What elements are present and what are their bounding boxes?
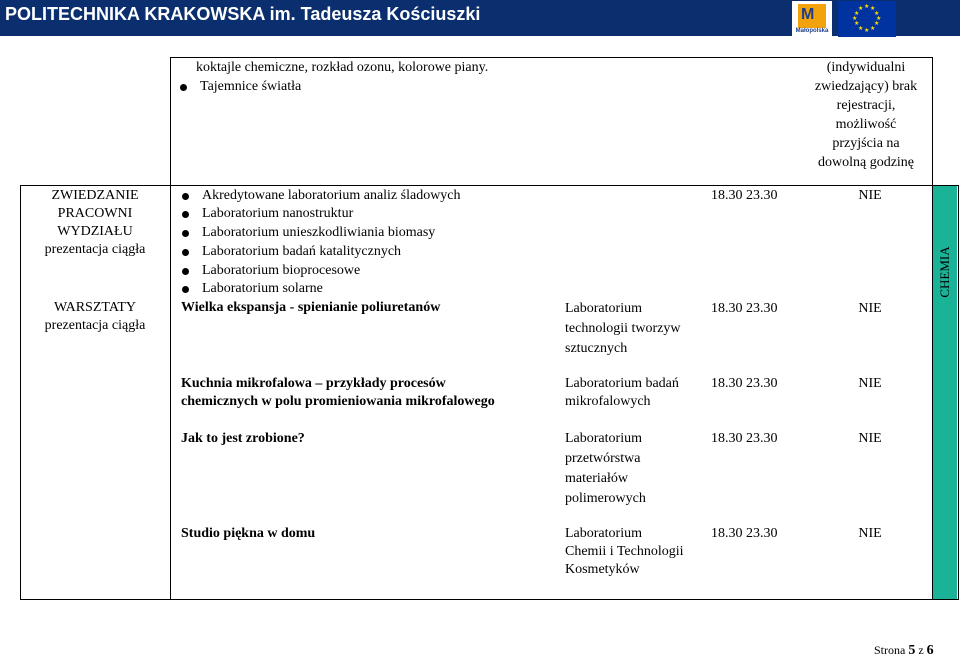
chemia-side-label: CHEMIA bbox=[937, 246, 952, 298]
list-item: Laboratorium nanostruktur bbox=[202, 205, 353, 223]
col-border bbox=[958, 185, 959, 600]
table-border-bottom bbox=[20, 599, 958, 600]
col-border bbox=[170, 57, 171, 600]
university-title: POLITECHNIKA KRAKOWSKA im. Tadeusza Kościuszki bbox=[5, 4, 481, 24]
hours: 18.30 23.30 bbox=[711, 376, 778, 391]
workshop-title: Studio piękna w domu bbox=[181, 526, 316, 541]
hours: 18.30 23.30 bbox=[711, 188, 778, 203]
page-number: Strona 5 z 6 bbox=[874, 643, 934, 658]
registration: NIE bbox=[858, 188, 882, 203]
list-item: Akredytowane laboratorium analiz śladowych bbox=[202, 187, 461, 205]
hours: 18.30 23.30 bbox=[711, 526, 778, 541]
registration: NIE bbox=[858, 301, 882, 316]
registration: NIE bbox=[858, 376, 882, 391]
list-item: Laboratorium bioprocesowe bbox=[202, 262, 360, 280]
registration: NIE bbox=[858, 526, 882, 541]
workshop-title: Wielka ekspansja - spienianie poliuretanów bbox=[181, 300, 441, 315]
registration: NIE bbox=[858, 431, 882, 446]
table-border-top bbox=[170, 57, 932, 58]
eu-flag-icon: ★ ★ ★ ★ ★ ★ ★ ★ ★ ★ ★ ★ bbox=[838, 1, 896, 37]
list-item: Laboratorium badań katalitycznych bbox=[202, 243, 401, 261]
row-divider bbox=[20, 185, 958, 186]
list-item: Laboratorium unieszkodliwiania biomasy bbox=[202, 224, 435, 242]
hours: 18.30 23.30 bbox=[711, 301, 778, 316]
item-text: koktajle chemiczne, rozkład ozonu, kolorowe piany. bbox=[196, 60, 489, 75]
hours: 18.30 23.30 bbox=[711, 431, 778, 446]
malopolska-logo: M Małopolska bbox=[792, 1, 832, 37]
workshop-title: Jak to jest zrobione? bbox=[181, 431, 305, 446]
list-item: Tajemnice światła bbox=[200, 78, 301, 96]
list-item: Laboratorium solarne bbox=[202, 280, 323, 298]
